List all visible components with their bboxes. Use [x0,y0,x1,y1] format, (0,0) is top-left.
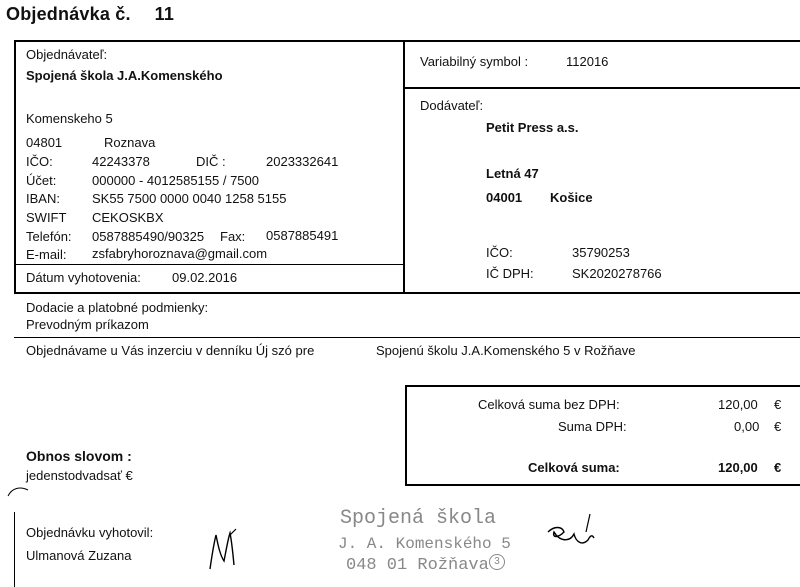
center-divider [403,40,405,294]
customer-phone-label: Telefón: [26,229,72,244]
footer-left-mark [14,512,15,587]
net-total-currency: € [774,397,782,412]
customer-iban-label: IBAN: [26,191,60,206]
issuer-name: Ulmanová Zuzana [26,548,132,563]
totals-box-bottom [405,484,800,486]
signature-right [544,512,604,552]
issue-date-value: 09.02.2016 [172,270,238,285]
customer-name: Spojená škola J.A.Komenského [26,68,223,83]
terms-heading: Dodacie a platobné podmienky: [26,300,209,315]
supplier-icdph-label: IČ DPH: [486,266,534,281]
supplier-street: Letná 47 [486,166,539,181]
issuer-label: Objednávku vyhotovil: [26,525,154,540]
stamp-line3: 048 01 Rožňava [346,556,489,575]
variable-symbol-label: Variabilný symbol : [420,54,529,69]
customer-email: zsfabryhoroznava@gmail.com [92,246,268,261]
vs-divider [404,87,800,89]
vat-value: 0,00 [734,419,760,434]
supplier-zip: 04001 [486,190,523,205]
supplier-ico: 35790253 [572,245,630,260]
customer-zip: 04801 [26,135,63,150]
customer-account-label: Účet: [26,173,57,188]
customer-fax: 0587885491 [266,228,339,243]
net-total-value: 120,00 [718,397,758,412]
stamp-line2: J. A. Komenského 5 [338,535,511,553]
grand-total-value: 120,00 [718,460,758,475]
grand-total-label: Celková suma: [528,460,620,475]
page-title [6,4,174,25]
supplier-heading: Dodávateľ: [420,98,484,113]
frame-left-border [14,40,16,292]
terms-value: Prevodným príkazom [26,317,149,332]
order-text-part1: Objednávame u Vás inzerciu v denníku Új szó pre [26,343,315,358]
terms-bottom-border [14,337,800,338]
order-text-part2: Spojenú školu J.A.Komenského 5 v Rožňave [376,343,636,358]
net-total-label: Celková suma bez DPH: [478,397,620,412]
stamp-number: 3 [489,554,505,570]
totals-box-left [405,385,407,485]
vat-label: Suma DPH: [558,419,627,434]
amount-words-value: jedenstodvadsať € [26,468,133,483]
customer-swift-label: SWIFT [26,210,67,225]
supplier-name: Petit Press a.s. [486,120,579,135]
supplier-ico-label: IČO: [486,245,513,260]
supplier-city: Košice [550,190,593,205]
variable-symbol-value: 112016 [566,54,609,69]
grand-total-currency: € [774,460,782,475]
supplier-icdph: SK2020278766 [572,266,662,281]
frame-top-border [14,40,800,42]
customer-iban: SK55 7500 0000 0040 1258 5155 [92,191,287,206]
customer-phone: 0587885490/90325 [92,229,205,244]
customer-swift: CEKOSKBX [92,210,164,225]
customer-street: Komenskeho 5 [26,111,113,126]
customer-ico-label: IČO: [26,154,53,169]
amount-words-label: Obnos slovom : [26,448,132,464]
customer-dic: 2023332641 [266,154,339,169]
title-label: Objednávka č. [6,4,131,24]
issue-date-label: Dátum vyhotovenia: [26,270,141,285]
signature-left [206,525,242,575]
order-number: 11 [154,4,175,24]
totals-box-top [405,385,800,387]
header-bottom-border [14,292,800,294]
customer-email-label: E-mail: [26,247,67,262]
customer-ico: 42243378 [92,154,150,169]
vat-currency: € [774,419,782,434]
scan-mark [6,484,30,498]
stamp-line1: Spojená škola [340,507,497,530]
customer-divider [16,264,404,265]
customer-city: Roznava [104,135,156,150]
customer-dic-label: DIČ : [196,154,226,169]
customer-heading: Objednávateľ: [26,47,108,62]
customer-account: 000000 - 4012585155 / 7500 [92,173,259,188]
customer-fax-label: Fax: [220,229,246,244]
